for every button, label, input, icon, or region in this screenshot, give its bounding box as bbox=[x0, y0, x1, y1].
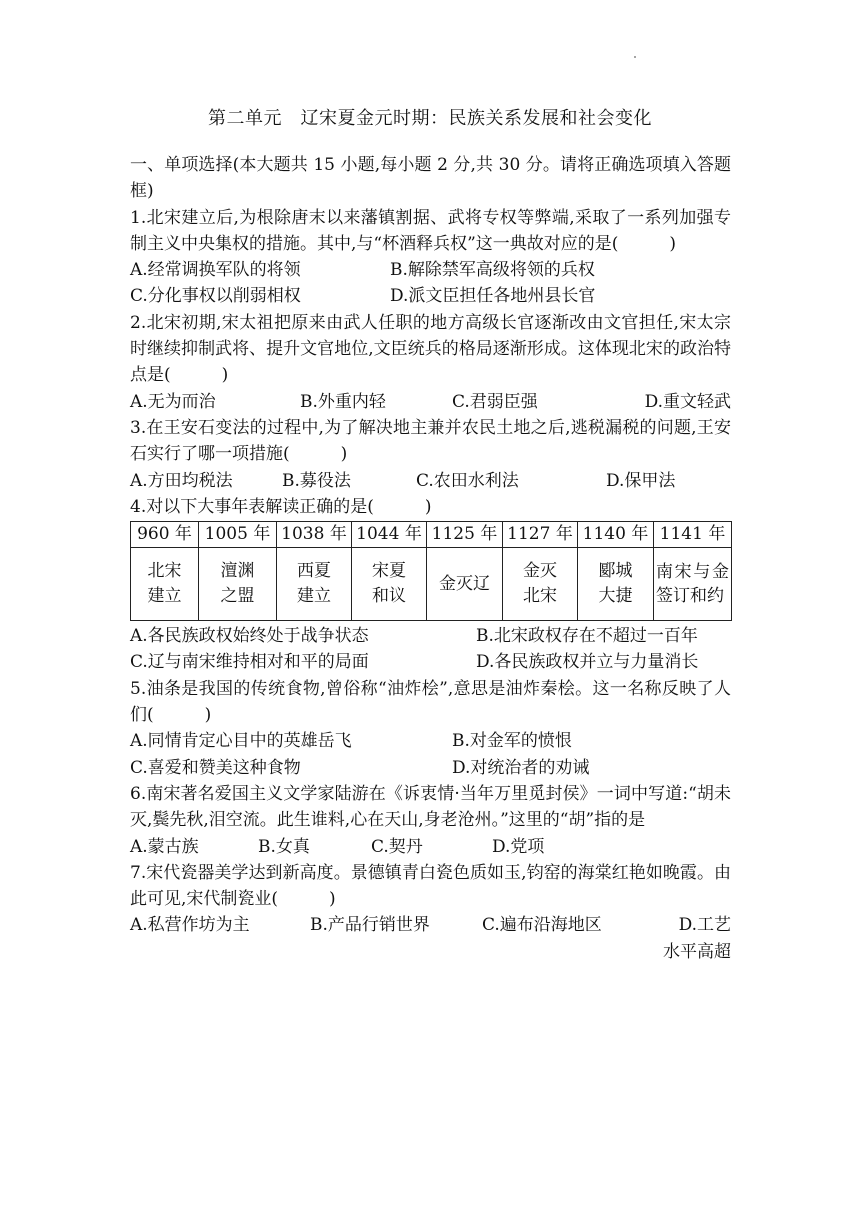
question-3-option-d[interactable]: D.保甲法 bbox=[606, 470, 676, 491]
event-text: 郾城大捷 bbox=[598, 561, 633, 607]
year-cell: 1038 年 bbox=[277, 522, 352, 548]
question-4-option-b[interactable]: B.北宋政权存在不超过一百年 bbox=[476, 626, 698, 647]
question-3-option-b[interactable]: B.募役法 bbox=[282, 470, 351, 491]
question-7-option-d[interactable]: D.工艺水平高超 bbox=[663, 915, 731, 962]
question-7-option-c[interactable]: C.遍布沿海地区 bbox=[482, 915, 602, 936]
question-6-stem: 6.南宋著名爱国主义文学家陆游在《诉衷情·当年万里觅封侯》一词中写道:“胡未灭,鬓先秋,泪空流。此生谁料,心在天山,身老沧州。”这里的“胡”指的是 bbox=[130, 783, 731, 831]
question-4-options-row-1 bbox=[130, 623, 731, 649]
year-cell: 1127 年 bbox=[503, 522, 578, 548]
event-cell bbox=[427, 548, 503, 621]
question-3-options bbox=[130, 468, 731, 494]
chronology-events-row bbox=[131, 548, 732, 621]
question-5-option-a[interactable]: A.同情肯定心目中的英雄岳飞 bbox=[130, 731, 352, 752]
question-6-option-a[interactable]: A.蒙古族 bbox=[130, 836, 199, 857]
event-text: 西夏建立 bbox=[296, 561, 331, 607]
question-6-options bbox=[130, 834, 731, 860]
question-5-stem: 5.油条是我国的传统食物,曾俗称“油炸桧”,意思是油炸秦桧。这一名称反映了人们( ) bbox=[130, 678, 731, 726]
year-cell: 1141 年 bbox=[654, 522, 732, 548]
question-1-option-d[interactable]: D.派文臣担任各地州县长官 bbox=[390, 286, 596, 307]
question-6-option-c[interactable]: C.契丹 bbox=[371, 836, 423, 857]
question-5-option-b[interactable]: B.对金军的愤恨 bbox=[452, 731, 572, 752]
event-text: 金灭北宋 bbox=[522, 561, 557, 607]
event-cell bbox=[199, 548, 277, 621]
question-7-option-b[interactable]: B.产品行销世界 bbox=[310, 915, 430, 936]
exam-content bbox=[130, 152, 731, 965]
question-4-option-a[interactable]: A.各民族政权始终处于战争状态 bbox=[130, 626, 369, 647]
event-cell bbox=[503, 548, 578, 621]
event-text: 宋夏和议 bbox=[371, 561, 406, 607]
question-6-option-d[interactable]: D.党项 bbox=[492, 836, 545, 857]
year-cell: 1125 年 bbox=[427, 522, 503, 548]
question-1-options-row-2 bbox=[130, 283, 731, 309]
page-title: 第二单元 辽宋夏金元时期：民族关系发展和社会变化 bbox=[208, 108, 652, 129]
chronology-table bbox=[130, 521, 732, 621]
event-cell bbox=[131, 548, 199, 621]
question-5-options-row-1 bbox=[130, 728, 731, 754]
event-text: 金灭辽 bbox=[439, 573, 490, 594]
question-2-option-d[interactable]: D.重文轻武 bbox=[644, 391, 731, 412]
event-cell bbox=[654, 548, 732, 621]
year-cell: 960 年 bbox=[131, 522, 199, 548]
question-4-option-c[interactable]: C.辽与南宋维持相对和平的局面 bbox=[130, 652, 369, 673]
question-3-stem: 3.在王安石变法的过程中,为了解决地主兼并农民土地之后,逃税漏税的问题,王安石实行了哪一项措施( ) bbox=[130, 417, 731, 465]
question-1-option-b[interactable]: B.解除禁军高级将领的兵权 bbox=[390, 260, 595, 281]
question-4-options-row-2 bbox=[130, 649, 731, 675]
question-4-option-d[interactable]: D.各民族政权并立与力量消长 bbox=[476, 652, 699, 673]
question-2-stem: 2.北宋初期,宋太祖把原来由武人任职的地方高级长官逐渐改由文官担任,宋太宗时继续抑制武将、提升文官地位,文臣统兵的格局逐渐形成。这体现北宋的政治特点是( ) bbox=[130, 312, 731, 386]
question-2-option-c[interactable]: C.君弱臣强 bbox=[452, 391, 538, 412]
question-3-option-a[interactable]: A.方田均税法 bbox=[130, 470, 233, 491]
event-cell bbox=[578, 548, 654, 621]
year-cell: 1005 年 bbox=[199, 522, 277, 548]
section-heading: 一、单项选择(本大题共 15 小题,每小题 2 分,共 30 分。请将正确选项填入答题框) bbox=[130, 155, 731, 202]
question-1-option-c[interactable]: C.分化事权以削弱相权 bbox=[130, 286, 301, 307]
event-cell bbox=[352, 548, 427, 621]
question-5-option-d[interactable]: D.对统治者的劝诫 bbox=[452, 757, 590, 778]
event-text: 北宋建立 bbox=[147, 561, 182, 607]
year-cell: 1044 年 bbox=[352, 522, 427, 548]
question-1-options-row-1 bbox=[130, 257, 731, 283]
page-mark-dot bbox=[634, 56, 636, 58]
event-text: 南宋与金签订和约 bbox=[656, 562, 729, 607]
question-3-option-c[interactable]: C.农田水利法 bbox=[416, 470, 519, 491]
question-4-stem: 4.对以下大事年表解读正确的是( ) bbox=[130, 496, 432, 517]
question-1-option-a[interactable]: A.经常调换军队的将领 bbox=[130, 260, 301, 281]
question-7-options bbox=[130, 912, 731, 965]
event-cell bbox=[277, 548, 352, 621]
question-5-options-row-2 bbox=[130, 755, 731, 781]
year-cell: 1140 年 bbox=[578, 522, 654, 548]
question-6-option-b[interactable]: B.女真 bbox=[258, 836, 310, 857]
question-2-options bbox=[130, 389, 731, 415]
question-1-stem: 1.北宋建立后,为根除唐末以来藩镇割据、武将专权等弊端,采取了一系列加强专制主义中央集权的措施。其中,与“杯酒释兵权”这一典故对应的是( ) bbox=[130, 207, 731, 254]
question-7-stem: 7.宋代瓷器美学达到新高度。景德镇青白瓷色质如玉,钧窑的海棠红艳如晚霞。由此可见,宋代制瓷业( ) bbox=[130, 862, 731, 910]
question-2-option-a[interactable]: A.无为而治 bbox=[130, 391, 216, 412]
question-7-option-a[interactable]: A.私营作坊为主 bbox=[130, 915, 250, 936]
event-text: 澶渊之盟 bbox=[220, 561, 255, 607]
chronology-years-row bbox=[131, 522, 732, 548]
question-2-option-b[interactable]: B.外重内轻 bbox=[300, 391, 386, 412]
question-5-option-c[interactable]: C.喜爱和赞美这种食物 bbox=[130, 757, 301, 778]
